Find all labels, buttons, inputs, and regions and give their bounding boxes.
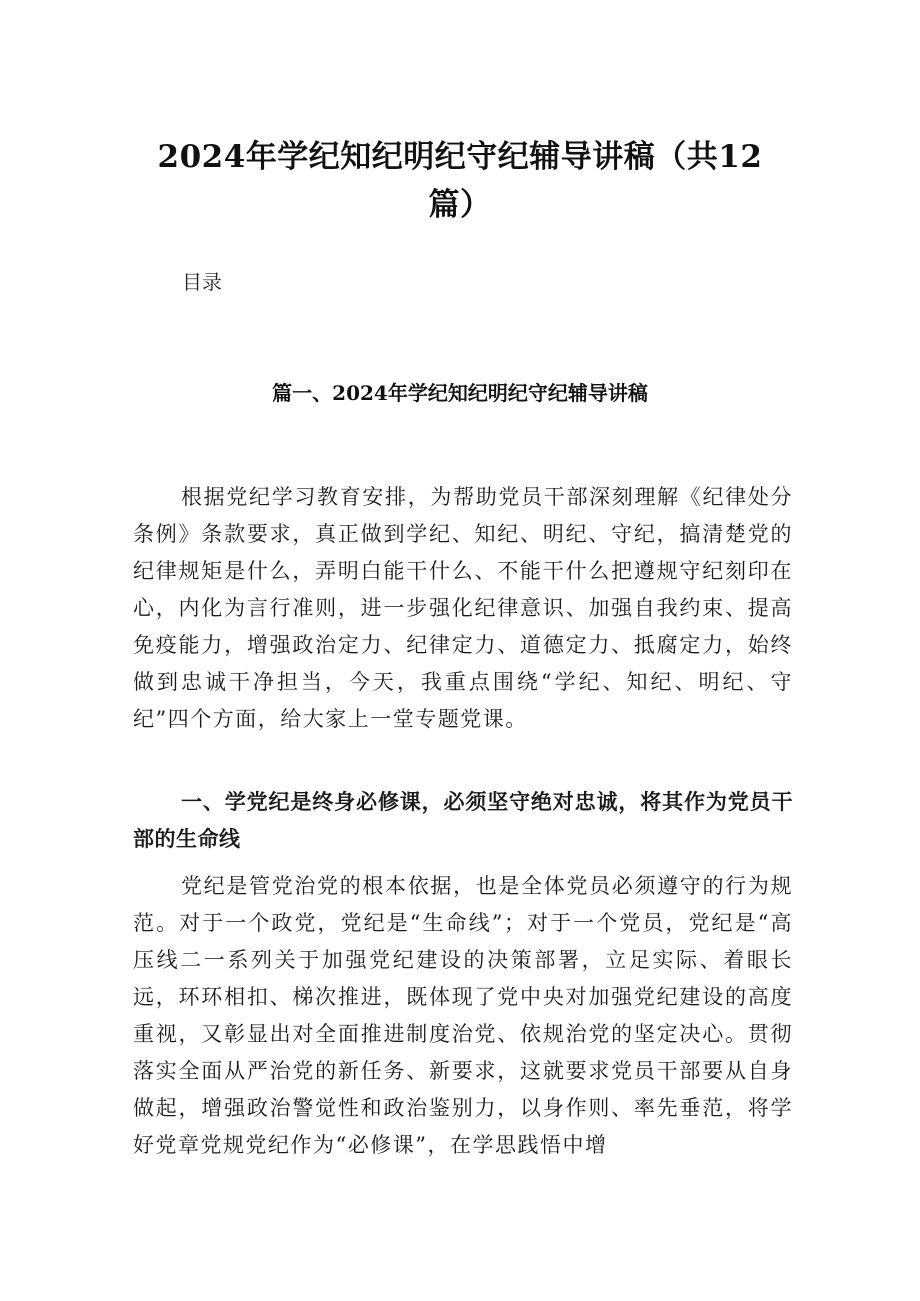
table-of-contents-label: 目录	[182, 270, 222, 294]
heading-one-block	[133, 784, 793, 858]
body-paragraph-intro: 根据党纪学习教育安排，为帮助党员干部深刻理解《纪律处分条例》条款要求，真正做到学纪、知纪、明纪、守纪，搞清楚党的纪律规矩是什么，弄明白能干什么、不能干什么把遵规守纪刻印在心，内化为言行准则，进一步强化纪律意识、加强自我约束、提高免疫能力，增强政治定力、纪律定力、道德定力、抵腐定力，始终做到忠诚干净担当，今天，我重点围绕“学纪、知纪、明纪、守纪”四个方面，给大家上一堂专题党课。	[133, 485, 793, 731]
body-paragraph-intro-block	[133, 479, 793, 738]
section-title: 篇一、2024年学纪知纪明纪守纪辅导讲稿	[272, 381, 648, 405]
document-title: 2024年学纪知纪明纪守纪辅导讲稿（共12篇）	[157, 139, 763, 223]
paragraph-heading-one: 一、学党纪是终身必修课，必须坚守绝对忠诚，将其作为党员干部的生命线	[133, 790, 793, 851]
body-paragraph-one: 党纪是管党治党的根本依据，也是全体党员必须遵守的行为规范。对于一个政党，党纪是“生命线”；对于一个党员，党纪是“高压线二一系列关于加强党纪建设的决策部署，立足实际、着眼长远，环环相扣、梯次推进，既体现了党中央对加强党纪建设的高度重视，又彰显出对全面推进制度治党、依规治党的坚定决心。贯彻落实全面从严治党的新任务、新要求，这就要求党员干部要从自身做起，增强政治警觉性和政治鉴别力，以身作则、率先垂范，将学好党章党规党纪作为“必修课”，在学思践悟中增	[133, 874, 793, 1157]
body-paragraph-one-block	[133, 868, 793, 1164]
